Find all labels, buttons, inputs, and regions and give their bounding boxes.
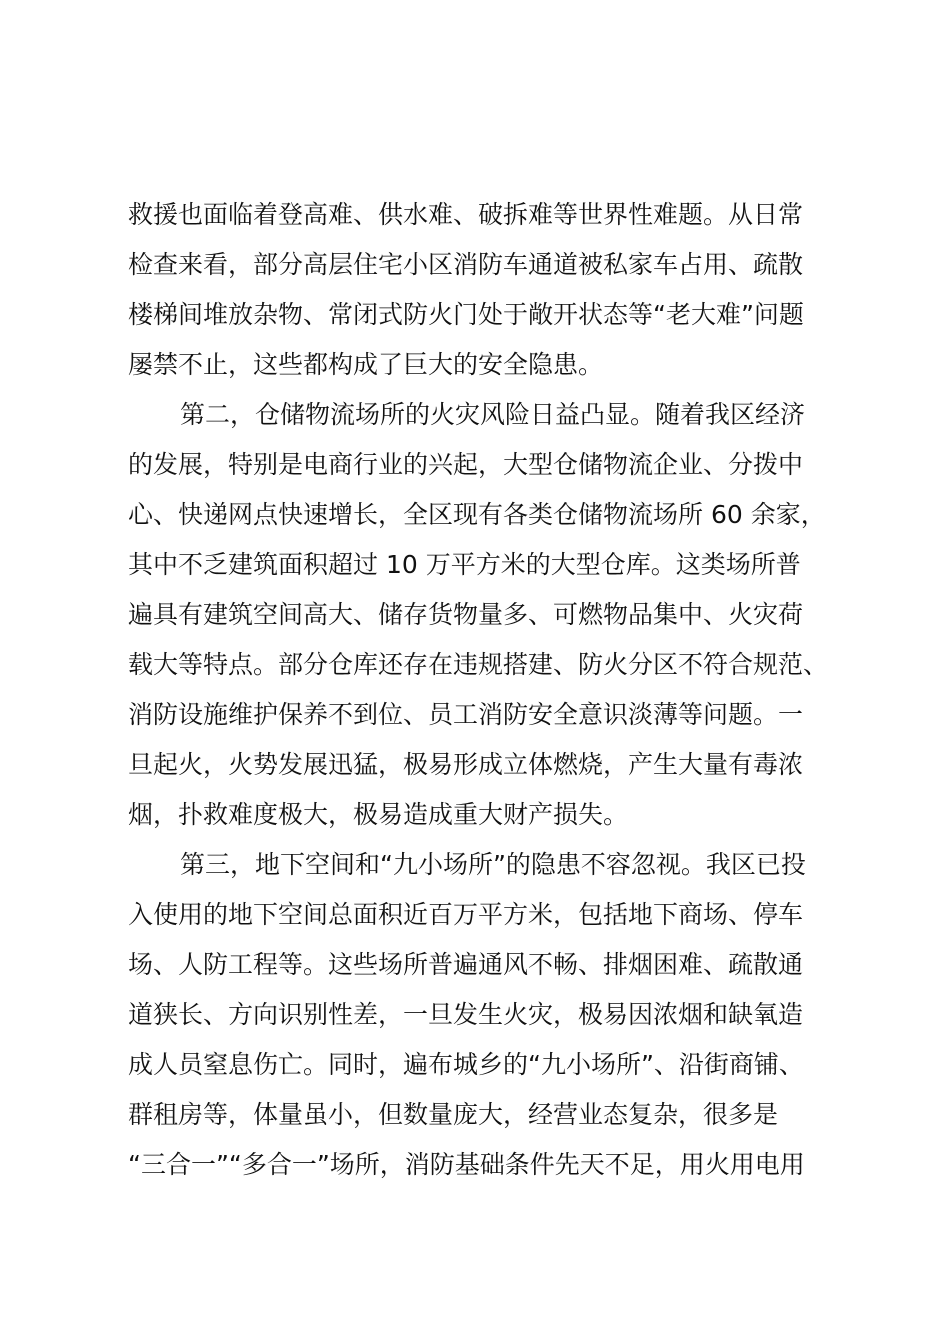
text-line: 救援也面临着登高难、供水难、破拆难等世界性难题。从日常: [128, 200, 804, 229]
text-line: 载大等特点。部分仓库还存在违规搭建、防火分区不符合规范、: [128, 650, 829, 679]
document-body: [128, 190, 828, 1190]
paragraph-2: [128, 390, 828, 840]
text-line: 入使用的地下空间总面积近百万平方米，包括地下商场、停车: [128, 900, 804, 929]
text-line: 心、快递网点快速增长，全区现有各类仓储物流场所 60 余家，: [128, 500, 826, 529]
text-line: 其中不乏建筑面积超过 10 万平方米的大型仓库。这类场所普: [128, 550, 801, 579]
paragraph-3: [128, 840, 828, 1190]
text-line: 第三，地下空间和“九小场所”的隐患不容忽视。我区已投: [180, 850, 806, 879]
text-line: 屡禁不止，这些都构成了巨大的安全隐患。: [128, 350, 604, 379]
text-line: 道狭长、方向识别性差，一旦发生火灾，极易因浓烟和缺氧造: [128, 1000, 804, 1029]
text-line: 消防设施维护保养不到位、员工消防安全意识淡薄等问题。一: [128, 700, 804, 729]
text-line: 群租房等，体量虽小，但数量庞大，经营业态复杂，很多是: [128, 1100, 779, 1129]
text-line: 烟，扑救难度极大，极易造成重大财产损失。: [128, 800, 629, 829]
text-line: 成人员窒息伤亡。同时，遍布城乡的“九小场所”、沿街商铺、: [128, 1050, 804, 1079]
text-line: 检查来看，部分高层住宅小区消防车通道被私家车占用、疏散: [128, 250, 804, 279]
text-line: 的发展，特别是电商行业的兴起，大型仓储物流企业、分拨中: [128, 450, 804, 479]
text-line: 楼梯间堆放杂物、常闭式防火门处于敞开状态等“老大难”问题: [128, 300, 804, 329]
text-line: “三合一”“多合一”场所，消防基础条件先天不足，用火用电用: [128, 1150, 805, 1179]
paragraph-1: [128, 190, 828, 390]
text-line: 遍具有建筑空间高大、储存货物量多、可燃物品集中、火灾荷: [128, 600, 804, 629]
text-line: 场、人防工程等。这些场所普遍通风不畅、排烟困难、疏散通: [128, 950, 804, 979]
text-line: 第二，仓储物流场所的火灾风险日益凸显。随着我区经济: [180, 400, 806, 429]
text-line: 旦起火，火势发展迅猛，极易形成立体燃烧，产生大量有毒浓: [128, 750, 804, 779]
